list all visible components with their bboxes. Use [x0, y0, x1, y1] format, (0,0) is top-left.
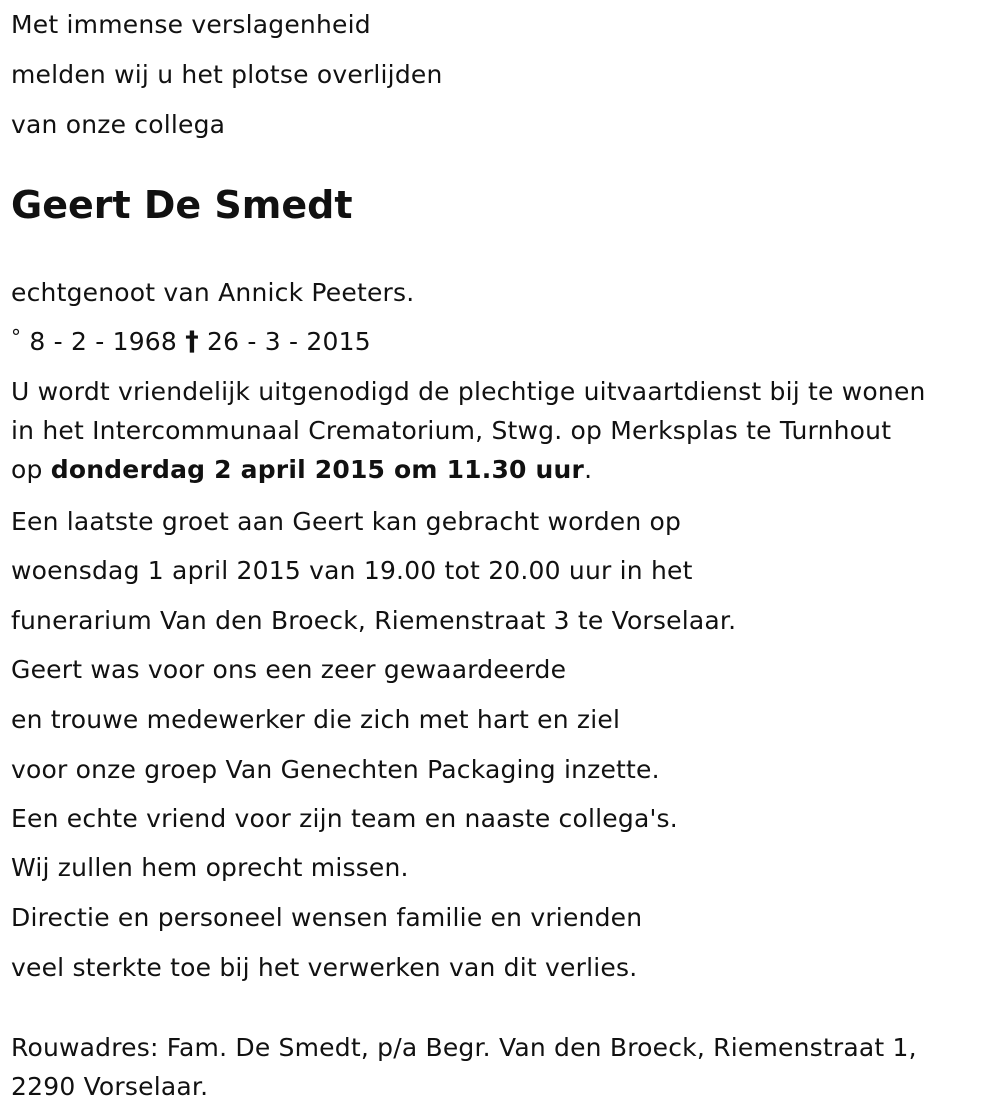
service-line-3-suffix: .	[584, 455, 593, 484]
intro-line-1: Met immense verslagenheid	[11, 10, 371, 39]
tribute-line: veel sterkte toe bij het verwerken van dit verlies.	[11, 953, 638, 982]
mourning-address	[11, 1028, 917, 1106]
service-line-2: in het Intercommunaal Crematorium, Stwg. op Merksplas te Turnhout	[11, 416, 892, 445]
intro-line-3: van onze collega	[11, 110, 226, 139]
service-line-3-prefix: op	[11, 455, 51, 484]
deceased-name: Geert De Smedt	[11, 183, 353, 227]
viewing-line-3: funerarium Van den Broeck, Riemenstraat 3 te Vorselaar.	[11, 606, 737, 635]
intro-line-2: melden wij u het plotse overlijden	[11, 60, 443, 89]
cross-icon: †	[185, 326, 199, 357]
tribute-line: en trouwe medewerker die zich met hart en ziel	[11, 705, 621, 734]
death-date: 26 - 3 - 2015	[207, 327, 371, 356]
mourning-address-line-2: 2290 Vorselaar.	[11, 1072, 209, 1101]
tribute-line: Een echte vriend voor zijn team en naaste collega's.	[11, 804, 678, 833]
service-line-3	[11, 450, 926, 489]
viewing-line-1: Een laatste groet aan Geert kan gebracht worden op	[11, 507, 682, 536]
tribute-line: Wij zullen hem oprecht missen.	[11, 853, 409, 882]
viewing-line-2: woensdag 1 april 2015 van 19.00 tot 20.00 uur in het	[11, 556, 693, 585]
tribute-line: Directie en personeel wensen familie en vrienden	[11, 903, 643, 932]
service-info	[11, 372, 926, 489]
service-line-1: U wordt vriendelijk uitgenodigd de plechtige uitvaartdienst bij te wonen	[11, 377, 926, 406]
tribute-line: voor onze groep Van Genechten Packaging inzette.	[11, 755, 660, 784]
life-dates	[11, 327, 371, 358]
spouse-line: echtgenoot van Annick Peeters.	[11, 278, 415, 307]
tribute-line: Geert was voor ons een zeer gewaardeerde	[11, 655, 567, 684]
birth-date: 8 - 2 - 1968	[29, 327, 178, 356]
birth-symbol: °	[11, 325, 22, 349]
mourning-address-line-1: Rouwadres: Fam. De Smedt, p/a Begr. Van den Broeck, Riemenstraat 1,	[11, 1033, 917, 1062]
service-datetime: donderdag 2 april 2015 om 11.30 uur	[50, 455, 585, 484]
